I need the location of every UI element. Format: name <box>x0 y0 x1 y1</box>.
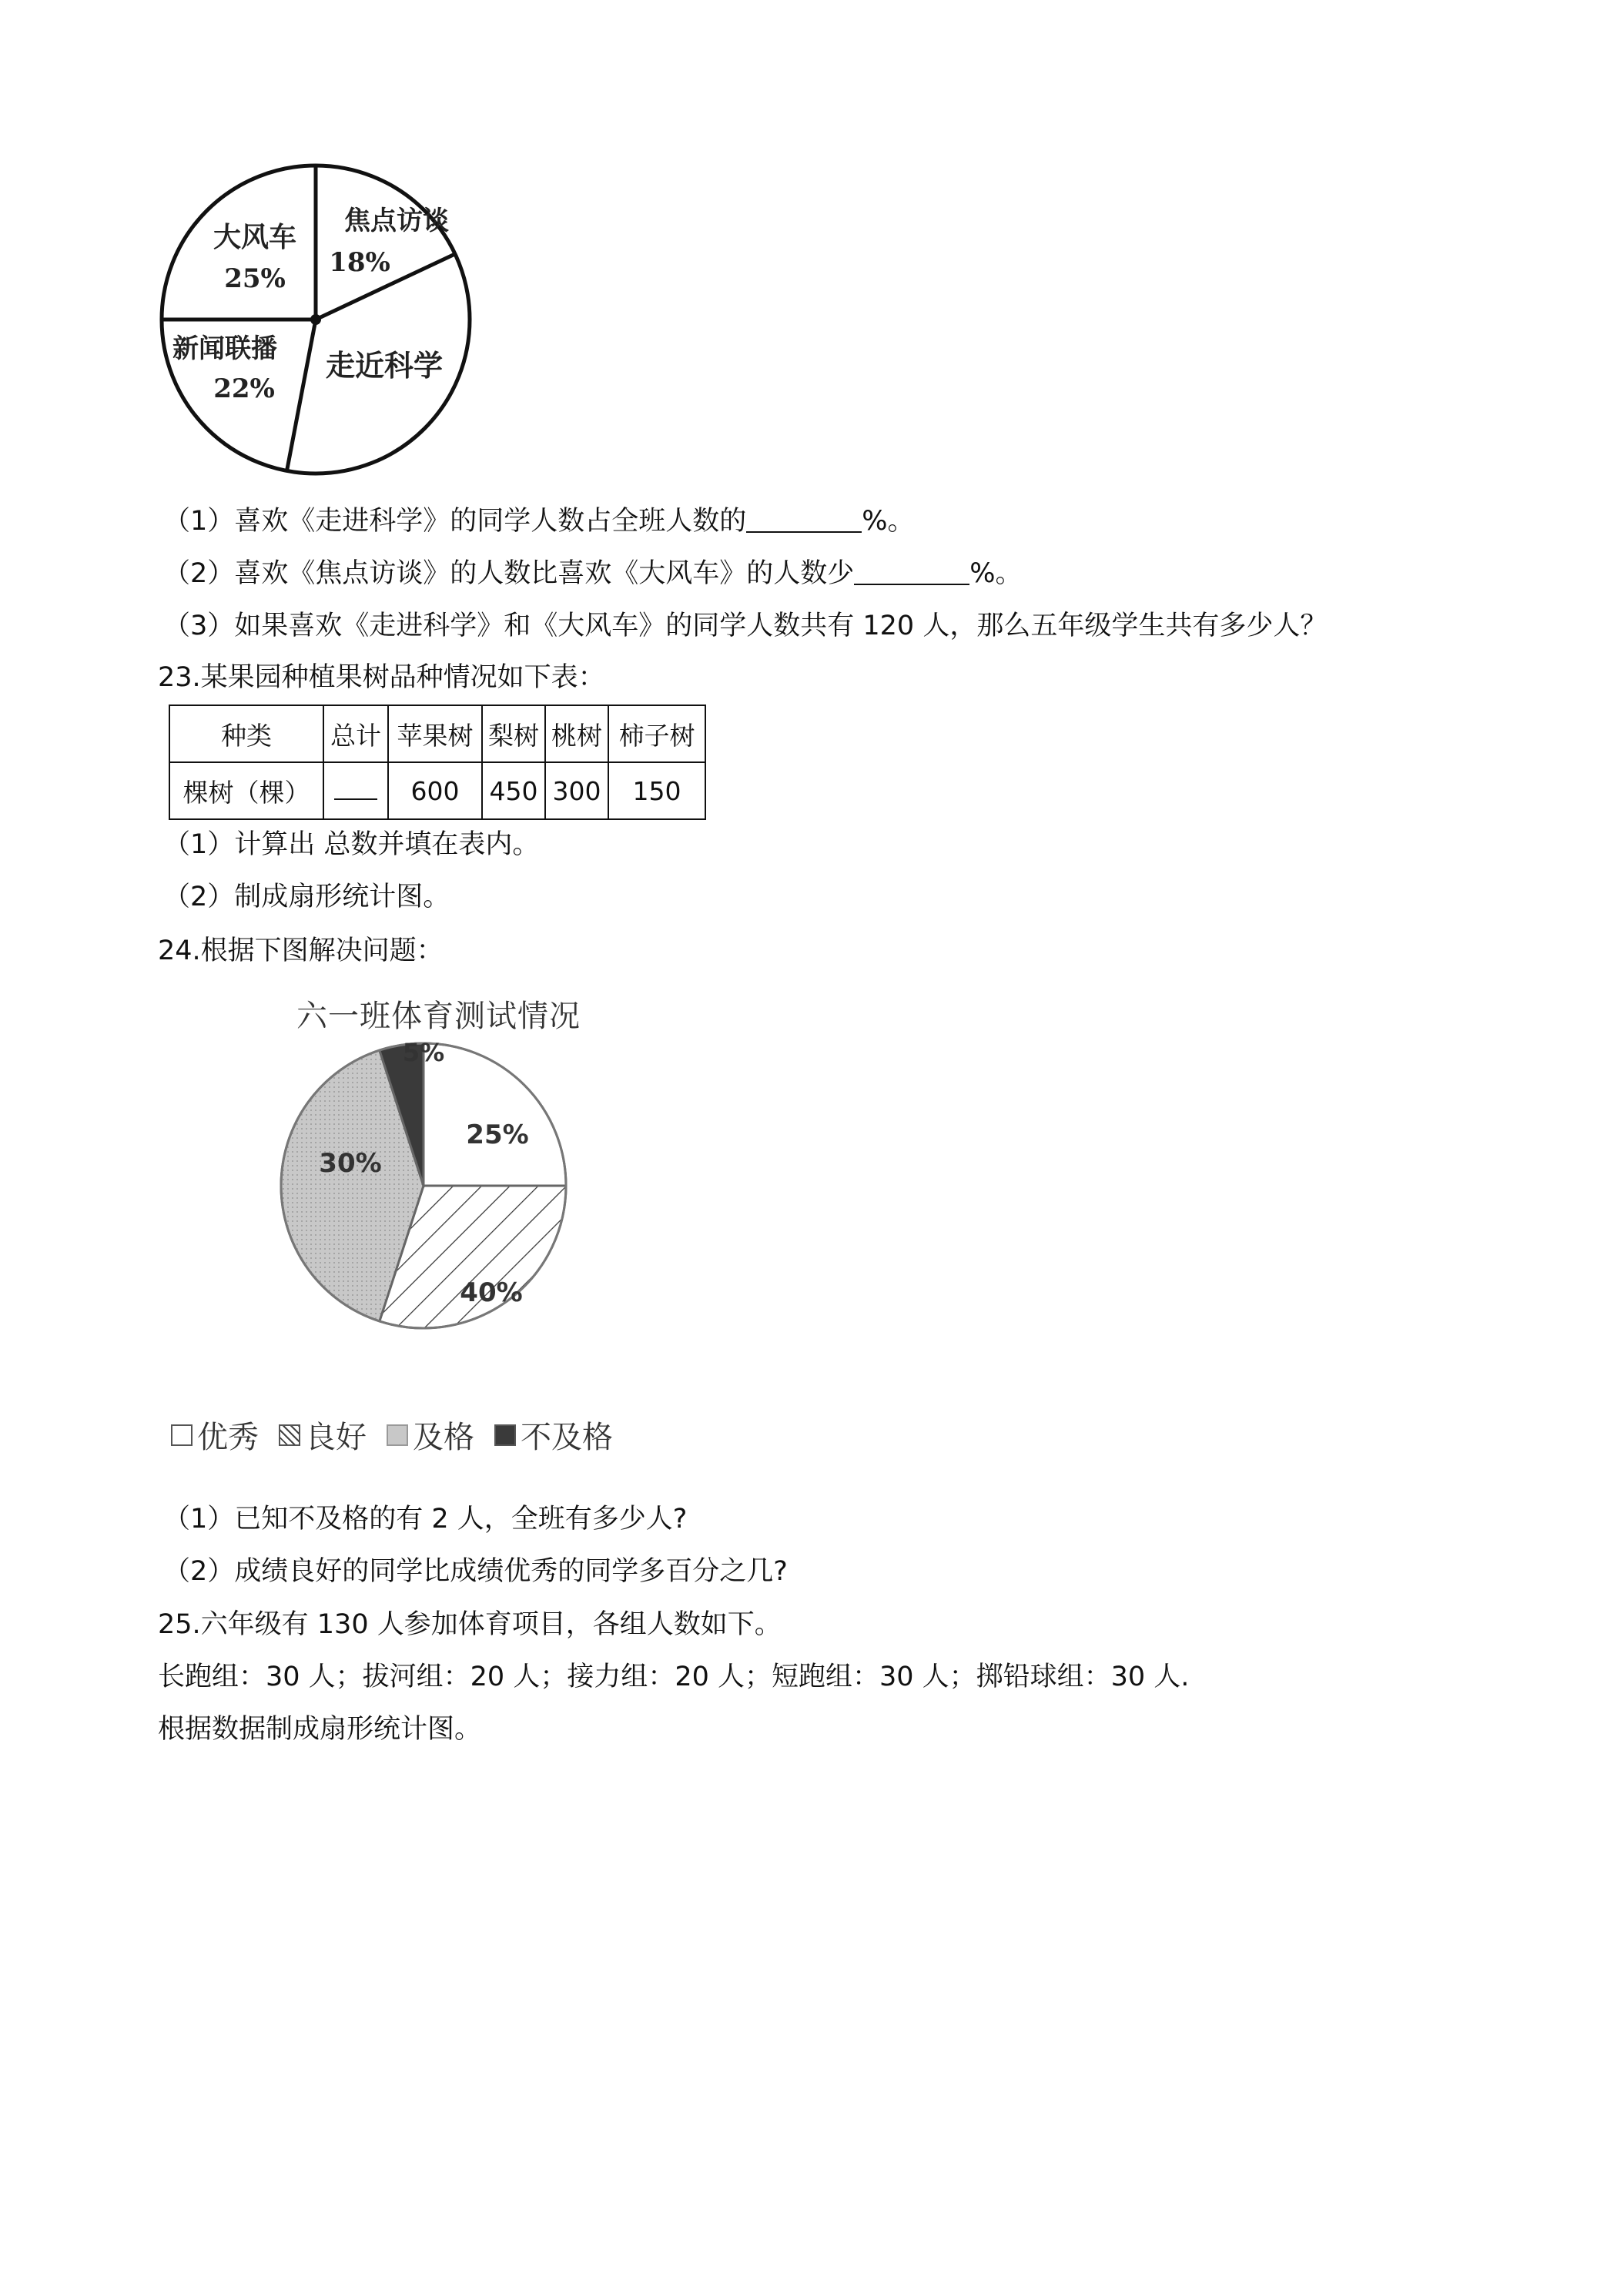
legend-item-youxiu <box>171 1413 259 1457</box>
legend-item-jige <box>387 1413 474 1457</box>
chart2-title: 六一班体育测试情况 <box>296 999 581 1034</box>
legend-label-bujige: 不及格 <box>521 1420 613 1455</box>
legend-label-lianghao: 良好 <box>305 1420 367 1455</box>
legend-item-bujige <box>494 1413 613 1457</box>
q22-sub3: （3）如果喜欢《走进科学》和《大风车》的同学人数共有 120 人，那么五年级学生共有多少人？ <box>163 611 1328 641</box>
table-row-label: 棵树（棵） <box>169 762 323 819</box>
pie2-label-lianghao: 30% <box>319 1148 382 1179</box>
table-header-cell: 柿子树 <box>608 705 705 762</box>
q22-sub1-suffix: %。 <box>862 506 915 537</box>
q24-sub2: （2）成绩良好的同学比成绩优秀的同学多百分之几? <box>163 1556 788 1587</box>
legend-swatch-jige <box>387 1424 408 1446</box>
table-header-cell: 总计 <box>323 705 388 762</box>
q25-title: 25.六年级有 130 人参加体育项目，各组人数如下。 <box>158 1609 782 1640</box>
table-header-row <box>169 705 705 762</box>
table-cell: 150 <box>608 762 705 819</box>
legend-swatch-youxiu <box>171 1424 193 1446</box>
pie1-label-dafengche: 大风车 <box>213 221 297 253</box>
q22-sub1 <box>163 502 915 541</box>
tv-program-pie-chart <box>158 162 474 477</box>
total-answer-blank[interactable] <box>323 762 388 819</box>
q24-title: 24.根据下图解决问题： <box>158 935 444 966</box>
pie2-label-bujige: 5% <box>402 1038 445 1067</box>
legend-swatch-bujige <box>494 1424 516 1446</box>
legend-item-lianghao <box>279 1413 367 1457</box>
pie1-label-xinwen: 新闻联播 <box>172 333 277 364</box>
pie1-value-jiaodian: 18% <box>329 247 390 278</box>
table-header-cell: 种类 <box>169 705 323 762</box>
pie1-value-dafengche: 25% <box>224 263 286 294</box>
table-header-cell: 桃树 <box>545 705 608 762</box>
table-cell: 300 <box>545 762 608 819</box>
table-header-cell: 梨树 <box>482 705 545 762</box>
table-header-cell: 苹果树 <box>388 705 482 762</box>
pie1-center-dot <box>310 314 321 325</box>
pie1-label-jiaodian: 焦点访谈 <box>344 206 449 236</box>
table-cell: 600 <box>388 762 482 819</box>
legend-label-jige: 及格 <box>413 1420 474 1455</box>
q25-instruction: 根据数据制成扇形统计图。 <box>158 1714 482 1745</box>
q23-sub2: （2）制成扇形统计图。 <box>163 882 450 912</box>
chart2-legend <box>171 1413 613 1457</box>
fruit-tree-table <box>169 705 706 820</box>
pie2-label-jige: 40% <box>460 1277 523 1308</box>
q22-sub2 <box>163 554 1023 593</box>
q23-title: 23.某果园种植果树品种情况如下表： <box>158 662 605 693</box>
q22-sub2-text: （2）喜欢《焦点访谈》的人数比喜欢《大风车》的人数少 <box>163 558 855 589</box>
q22-sub1-answer-blank[interactable] <box>746 504 862 533</box>
legend-swatch-lianghao <box>279 1424 300 1446</box>
q23-sub1: （1）计算出 总数并填在表内。 <box>163 829 540 860</box>
q22-sub2-suffix: %。 <box>969 558 1023 589</box>
q22-sub1-text: （1）喜欢《走进科学》的同学人数占全班人数的 <box>163 506 747 537</box>
q25-data: 长跑组：30 人；拔河组：20 人；接力组：20 人；短跑组：30 人；掷铅球组：30 人. <box>158 1662 1190 1692</box>
pie1-value-xinwen: 22% <box>213 373 275 404</box>
q22-sub2-answer-blank[interactable] <box>854 556 969 585</box>
pie2-label-youxiu: 25% <box>466 1120 529 1150</box>
pe-test-pie-chart <box>277 993 601 1378</box>
pie1-label-zoujin: 走近科学 <box>325 348 444 383</box>
table-row <box>169 762 705 819</box>
pie2-slice-youxiu <box>424 1043 566 1186</box>
legend-label-youxiu: 优秀 <box>197 1420 259 1455</box>
q24-sub1: （1）已知不及格的有 2 人，全班有多少人? <box>163 1504 688 1535</box>
table-cell: 450 <box>482 762 545 819</box>
